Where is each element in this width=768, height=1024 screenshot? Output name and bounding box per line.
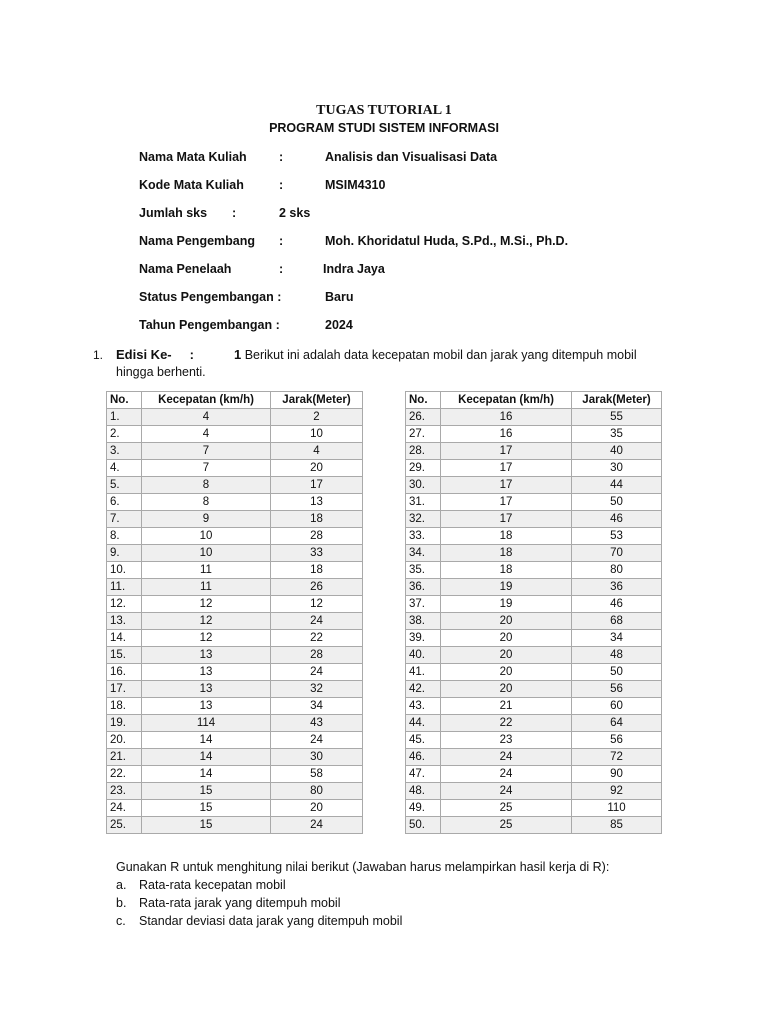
cell-kecepatan: 15 [142,800,271,817]
table-row [406,681,662,698]
pengembang-colon: : [279,234,284,248]
cell-no: 32. [406,511,441,528]
cell-kecepatan: 23 [441,732,572,749]
table-row [107,630,363,647]
header-kecepatan: Kecepatan (km/h) [441,392,572,409]
cell-jarak: 30 [271,749,363,766]
table-row [406,443,662,460]
cell-no: 36. [406,579,441,596]
cell-jarak: 34 [271,698,363,715]
cell-jarak: 43 [271,715,363,732]
cell-no: 10. [107,562,142,579]
cell-jarak: 85 [572,817,662,834]
table-row [406,817,662,834]
cell-kecepatan: 22 [441,715,572,732]
task-label: a. [116,878,127,892]
cell-kecepatan: 18 [441,528,572,545]
table-row [406,732,662,749]
cell-jarak: 17 [271,477,363,494]
cell-jarak: 24 [271,817,363,834]
cell-jarak: 56 [572,681,662,698]
table-header-row [107,392,363,409]
cell-no: 35. [406,562,441,579]
kode-label: Kode Mata Kuliah [139,178,244,192]
cell-kecepatan: 11 [142,579,271,596]
cell-jarak: 12 [271,596,363,613]
penelaah-colon: : [279,262,284,276]
tahun-label: Tahun Pengembangan : [139,318,280,332]
cell-kecepatan: 20 [441,681,572,698]
table-row [406,698,662,715]
cell-no: 31. [406,494,441,511]
table-row [406,749,662,766]
cell-kecepatan: 11 [142,562,271,579]
cell-jarak: 48 [572,647,662,664]
cell-jarak: 2 [271,409,363,426]
cell-jarak: 46 [572,511,662,528]
data-table-right [405,391,662,834]
cell-jarak: 26 [271,579,363,596]
cell-no: 24. [107,800,142,817]
cell-no: 14. [107,630,142,647]
mata-kuliah-colon: : [279,150,284,164]
task-label: c. [116,914,126,928]
cell-kecepatan: 13 [142,647,271,664]
table-row [107,647,363,664]
penelaah-value: Indra Jaya [323,262,385,276]
cell-jarak: 18 [271,562,363,579]
document-title: TUGAS TUTORIAL 1 [316,103,452,118]
question-body: Berikut ini adalah data kecepatan mobil dan jarak yang ditempuh mobil hingga berhenti. [116,348,637,379]
cell-kecepatan: 19 [441,579,572,596]
cell-no: 17. [107,681,142,698]
cell-kecepatan: 15 [142,783,271,800]
cell-no: 49. [406,800,441,817]
cell-jarak: 18 [271,511,363,528]
cell-no: 9. [107,545,142,562]
cell-no: 42. [406,681,441,698]
cell-jarak: 24 [271,732,363,749]
cell-kecepatan: 14 [142,766,271,783]
table-row [406,664,662,681]
question-number: 1. [93,348,104,362]
table-row [406,596,662,613]
table-row [406,494,662,511]
task-text: Rata-rata kecepatan mobil [139,878,286,892]
cell-kecepatan: 20 [441,630,572,647]
cell-no: 21. [107,749,142,766]
cell-no: 47. [406,766,441,783]
cell-no: 20. [107,732,142,749]
table-row [406,647,662,664]
cell-no: 28. [406,443,441,460]
table-row [406,477,662,494]
table-row [107,460,363,477]
cell-no: 4. [107,460,142,477]
table-row [107,426,363,443]
cell-jarak: 60 [572,698,662,715]
edisi-value: 1 [233,347,242,362]
cell-kecepatan: 18 [441,545,572,562]
cell-no: 44. [406,715,441,732]
table-row [107,698,363,715]
header-jarak: Jarak(Meter) [572,392,662,409]
cell-no: 2. [107,426,142,443]
cell-kecepatan: 13 [142,698,271,715]
cell-jarak: 50 [572,494,662,511]
cell-kecepatan: 14 [142,749,271,766]
table-row [107,528,363,545]
cell-no: 46. [406,749,441,766]
table-row [406,460,662,477]
cell-jarak: 44 [572,477,662,494]
cell-jarak: 20 [271,800,363,817]
cell-jarak: 32 [271,681,363,698]
cell-kecepatan: 16 [441,426,572,443]
cell-jarak: 30 [572,460,662,477]
cell-jarak: 90 [572,766,662,783]
cell-no: 38. [406,613,441,630]
cell-no: 41. [406,664,441,681]
cell-no: 40. [406,647,441,664]
cell-jarak: 28 [271,647,363,664]
table-row [107,562,363,579]
cell-jarak: 55 [572,409,662,426]
cell-kecepatan: 8 [142,494,271,511]
cell-kecepatan: 14 [142,732,271,749]
cell-kecepatan: 13 [142,681,271,698]
pengembang-label: Nama Pengembang [139,234,256,248]
cell-no: 12. [107,596,142,613]
cell-kecepatan: 25 [441,800,572,817]
cell-jarak: 58 [271,766,363,783]
cell-jarak: 70 [572,545,662,562]
data-table-left [106,391,363,834]
cell-jarak: 35 [572,426,662,443]
cell-kecepatan: 15 [142,817,271,834]
cell-jarak: 36 [572,579,662,596]
cell-kecepatan: 21 [441,698,572,715]
table-row [406,630,662,647]
cell-kecepatan: 8 [142,477,271,494]
cell-no: 25. [107,817,142,834]
table-row [107,494,363,511]
task-text: Standar deviasi data jarak yang ditempuh mobil [139,914,403,928]
cell-kecepatan: 17 [441,443,572,460]
cell-jarak: 110 [572,800,662,817]
cell-jarak: 72 [572,749,662,766]
cell-kecepatan: 12 [142,596,271,613]
cell-no: 13. [107,613,142,630]
instruction-text: Gunakan R untuk menghitung nilai berikut (Jawaban harus melampirkan hasil kerja di R): [116,860,610,874]
table-row [107,613,363,630]
cell-kecepatan: 20 [441,664,572,681]
cell-jarak: 53 [572,528,662,545]
cell-kecepatan: 10 [142,545,271,562]
cell-kecepatan: 17 [441,511,572,528]
header-no: No. [107,392,142,409]
table-row [107,681,363,698]
table-row [107,545,363,562]
table-header-row [406,392,662,409]
cell-no: 50. [406,817,441,834]
table-row [406,426,662,443]
cell-jarak: 80 [271,783,363,800]
cell-no: 5. [107,477,142,494]
cell-no: 29. [406,460,441,477]
table-row [406,766,662,783]
header-jarak: Jarak(Meter) [271,392,363,409]
table-row [406,715,662,732]
table-row [406,409,662,426]
cell-kecepatan: 25 [441,817,572,834]
penelaah-label: Nama Penelaah [139,262,232,276]
cell-kecepatan: 20 [441,613,572,630]
cell-no: 26. [406,409,441,426]
cell-no: 34. [406,545,441,562]
cell-kecepatan: 17 [441,477,572,494]
cell-jarak: 33 [271,545,363,562]
header-no: No. [406,392,441,409]
cell-jarak: 40 [572,443,662,460]
tahun-value: 2024 [325,318,353,332]
cell-jarak: 13 [271,494,363,511]
cell-no: 33. [406,528,441,545]
table-row [107,409,363,426]
table-row [107,579,363,596]
cell-kecepatan: 13 [142,664,271,681]
cell-no: 6. [107,494,142,511]
cell-kecepatan: 24 [441,749,572,766]
cell-jarak: 56 [572,732,662,749]
cell-kecepatan: 9 [142,511,271,528]
table-row [107,477,363,494]
cell-kecepatan: 12 [142,613,271,630]
cell-jarak: 68 [572,613,662,630]
table-row [107,766,363,783]
cell-no: 8. [107,528,142,545]
cell-jarak: 22 [271,630,363,647]
cell-no: 45. [406,732,441,749]
table-row [406,613,662,630]
kode-value: MSIM4310 [325,178,386,192]
cell-kecepatan: 19 [441,596,572,613]
cell-kecepatan: 7 [142,443,271,460]
edisi-colon: : [189,347,194,362]
cell-no: 23. [107,783,142,800]
cell-kecepatan: 24 [441,766,572,783]
pengembang-value: Moh. Khoridatul Huda, S.Pd., M.Si., Ph.D. [325,234,569,248]
table-row [406,579,662,596]
question-text [116,346,661,381]
table-row [406,562,662,579]
cell-jarak: 24 [271,664,363,681]
cell-no: 27. [406,426,441,443]
table-row [107,443,363,460]
header-kecepatan: Kecepatan (km/h) [142,392,271,409]
cell-kecepatan: 16 [441,409,572,426]
table-row [107,783,363,800]
mata-kuliah-value: Analisis dan Visualisasi Data [325,150,498,164]
cell-kecepatan: 4 [142,409,271,426]
kode-colon: : [279,178,284,192]
cell-jarak: 10 [271,426,363,443]
table-row [107,817,363,834]
mata-kuliah-label: Nama Mata Kuliah [139,150,247,164]
cell-no: 1. [107,409,142,426]
cell-no: 15. [107,647,142,664]
table-row [107,715,363,732]
cell-no: 16. [107,664,142,681]
sks-label: Jumlah sks [139,206,208,220]
cell-kecepatan: 10 [142,528,271,545]
table-row [107,511,363,528]
table-row [406,800,662,817]
cell-no: 22. [107,766,142,783]
cell-kecepatan: 24 [441,783,572,800]
cell-no: 39. [406,630,441,647]
sks-colon: : [232,206,237,220]
cell-kecepatan: 18 [441,562,572,579]
cell-no: 3. [107,443,142,460]
table-row [107,664,363,681]
status-label: Status Pengembangan : [139,290,282,304]
cell-jarak: 80 [572,562,662,579]
cell-no: 18. [107,698,142,715]
cell-jarak: 28 [271,528,363,545]
table-row [107,732,363,749]
task-label: b. [116,896,127,910]
cell-no: 37. [406,596,441,613]
table-row [406,545,662,562]
cell-kecepatan: 12 [142,630,271,647]
cell-kecepatan: 114 [142,715,271,732]
table-row [406,783,662,800]
cell-no: 7. [107,511,142,528]
table-row [107,800,363,817]
cell-kecepatan: 4 [142,426,271,443]
status-value: Baru [325,290,354,304]
cell-jarak: 50 [572,664,662,681]
cell-jarak: 46 [572,596,662,613]
table-row [107,749,363,766]
cell-kecepatan: 20 [441,647,572,664]
cell-jarak: 92 [572,783,662,800]
cell-no: 43. [406,698,441,715]
cell-jarak: 24 [271,613,363,630]
edisi-label: Edisi Ke- [116,347,172,362]
cell-kecepatan: 17 [441,494,572,511]
table-row [406,511,662,528]
table-row [107,596,363,613]
cell-no: 19. [107,715,142,732]
sks-value: 2 sks [279,206,311,220]
cell-jarak: 34 [572,630,662,647]
task-text: Rata-rata jarak yang ditempuh mobil [139,896,341,910]
cell-no: 48. [406,783,441,800]
cell-no: 30. [406,477,441,494]
table-row [406,528,662,545]
cell-no: 11. [107,579,142,596]
cell-jarak: 64 [572,715,662,732]
cell-kecepatan: 7 [142,460,271,477]
cell-kecepatan: 17 [441,460,572,477]
cell-jarak: 20 [271,460,363,477]
cell-jarak: 4 [271,443,363,460]
program-title: PROGRAM STUDI SISTEM INFORMASI [269,121,499,135]
